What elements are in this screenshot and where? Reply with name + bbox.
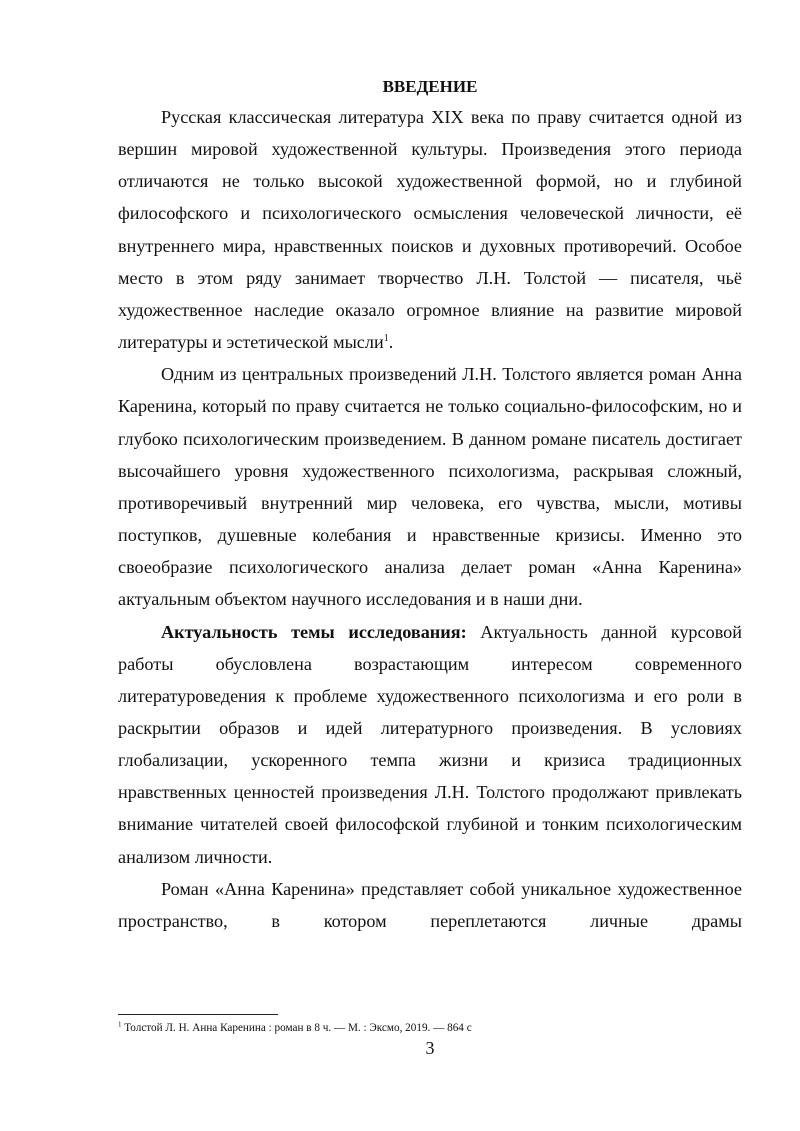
paragraph-1 xyxy=(118,101,742,358)
body-text xyxy=(118,101,742,937)
footnote xyxy=(118,1021,742,1036)
footnote-reference: 1 xyxy=(383,333,389,345)
paragraph-4: Роман «Анна Каренина» представляет собой уникальное художественное пространство, в котором переплетаются личные драмы xyxy=(118,878,742,931)
section-title: ВВЕДЕНИЕ xyxy=(382,77,478,96)
paragraph-3-lead: Актуальность темы исследования: xyxy=(161,621,467,642)
paragraph-3 xyxy=(118,616,742,873)
footnote-mark: 1 xyxy=(118,1020,122,1029)
page-number: 3 xyxy=(425,1038,435,1058)
paragraph-2: Одним из центральных произведений Л.Н. Толстого является роман Анна Каренина, который по праву считается не только социально-философским, но и глубоко психологическим произведением. В данном романе писатель достигает высочайшего уровня художественного психологизма, раскрывая сложный, противоречивый внутренний мир человека, его чувства, мысли, мотивы поступков, душевные колебания и нравственные кризисы. Именно это своеобразие психологического анализа делает роман «Анна Каренина» актуальным объектом научного исследования и в наши дни. xyxy=(118,364,742,610)
paragraph-1-text: Русская классическая литература XIX века по праву считается одной из вершин мировой художественной культуры. Произведения этого периода отличаются не только высокой художественной формой, но и глубиной философского и психологического осмысления человеческой личности, её внутреннего мира, нравственных поисков и духовных противоречий. Особое место в этом ряду занимает творчество Л.Н. Толстой — писателя, чьё художественное наследие оказало огромное влияние на развитие мировой литературы и эстетической мысли xyxy=(118,107,742,353)
footnote-separator xyxy=(118,1014,278,1015)
paragraph-3-text: Актуальность данной курсовой работы обусловлена возрастающим интересом современного литературоведения к проблеме художественного психологизма и его роли в раскрытии образов и идей литературного произведения. В условиях глобализации, ускоренного темпа жизни и кризиса традиционных нравственных ценностей произведения Л.Н. Толстого продолжают привлекать внимание читателей своей философской глубиной и тонким психологическим анализом личности. xyxy=(118,621,742,867)
paragraph-1-end: . xyxy=(388,332,394,353)
footnote-text: Толстой Л. Н. Анна Каренина : роман в 8 ч. — М. : Эксмо, 2019. — 864 с xyxy=(121,1022,472,1034)
